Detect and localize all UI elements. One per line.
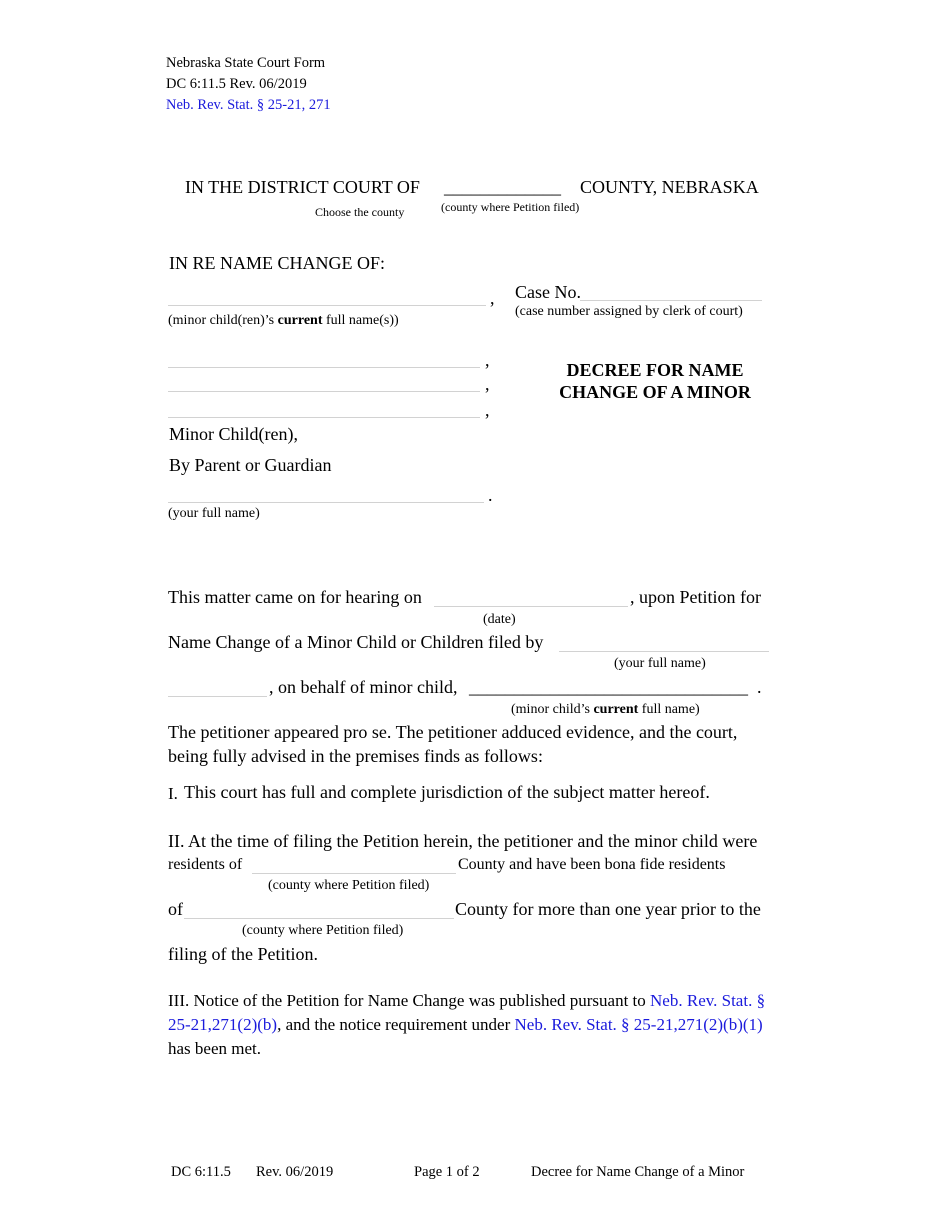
county-hint-3: (county where Petition filed) <box>242 923 404 938</box>
filing-text: filing of the Petition. <box>168 944 318 964</box>
current-name-hint: (minor child(ren)’s current full name(s)) <box>168 313 399 328</box>
comma: , <box>485 400 490 420</box>
hearing-text: This matter came on for hearing on <box>168 587 422 607</box>
comma: , <box>485 350 490 370</box>
county-hint: (county where Petition filed) <box>441 200 580 214</box>
period: . <box>488 485 493 505</box>
minor-child-name-field[interactable]: _______________________________ <box>469 677 748 697</box>
finding-1: This court has full and complete jurisdiction of the subject matter hereof. <box>184 782 710 802</box>
case-number-field[interactable] <box>580 285 762 301</box>
choose-county-label: Choose the county <box>315 205 405 219</box>
county-more-text: County for more than one year prior to the <box>455 899 761 919</box>
court-prefix: IN THE DISTRICT COURT OF <box>185 177 420 197</box>
finding-1-number: I. <box>168 784 178 803</box>
date-hint: (date) <box>483 612 516 627</box>
footer-page: Page 1 of 2 <box>414 1164 480 1180</box>
hearing-date-field[interactable] <box>434 591 628 607</box>
finding-2-line1: II. At the time of filing the Petition herein, the petitioner and the minor child were <box>168 831 758 851</box>
pro-se-line2: being fully advised in the premises finds as follows: <box>168 746 543 766</box>
prior-county-field[interactable] <box>184 903 454 919</box>
form-name: Nebraska State Court Form <box>166 55 326 71</box>
county-select[interactable]: _____________ <box>444 177 561 197</box>
your-name-hint: (your full name) <box>168 506 260 521</box>
form-number: DC 6:11.5 Rev. 06/2019 <box>166 76 307 92</box>
county-hint-2: (county where Petition filed) <box>268 878 430 893</box>
residents-of-text: residents of <box>168 856 243 873</box>
filed-by-text: Name Change of a Minor Child or Children filed by <box>168 632 544 652</box>
petitioner-name-field[interactable] <box>559 636 769 652</box>
comma: , <box>485 374 490 394</box>
petitioner-name-cont-field[interactable] <box>168 681 267 697</box>
current-name-field[interactable] <box>168 290 486 306</box>
county-bona-fide-text: County and have been bona fide residents <box>458 856 726 873</box>
pro-se-line1: The petitioner appeared pro se. The petitioner adduced evidence, and the court, <box>168 722 738 742</box>
your-name-hint-2: (your full name) <box>614 656 706 671</box>
period: . <box>757 677 762 697</box>
statute-link[interactable]: Neb. Rev. Stat. § 25-21, 271 <box>166 97 331 113</box>
document-title-line1: DECREE FOR NAME <box>566 360 744 380</box>
in-re-heading: IN RE NAME CHANGE OF: <box>169 253 385 273</box>
comma: , <box>490 288 495 308</box>
minor-name-hint: (minor child’s current full name) <box>511 702 700 717</box>
finding-3: III. Notice of the Petition for Name Change was published pursuant to Neb. Rev. Stat. § 25-21,271(2)(b), and the notice requirement under Neb. Rev. Stat. § 25-21,271(2)(b)(1) has been met. <box>168 991 766 1058</box>
footer-title: Decree for Name Change of a Minor <box>531 1164 745 1180</box>
case-no-label: Case No. <box>515 282 581 302</box>
case-no-hint: (case number assigned by clerk of court) <box>515 304 743 319</box>
residence-county-field[interactable] <box>252 858 456 874</box>
minor-children-label: Minor Child(ren), <box>169 424 298 444</box>
statute-link-2b1[interactable]: Neb. Rev. Stat. § 25-21,271(2)(b)(1) <box>514 1015 763 1034</box>
minor-name-field-4[interactable] <box>168 402 480 418</box>
hearing-text-post: , upon Petition for <box>630 587 761 607</box>
footer-revision: Rev. 06/2019 <box>256 1164 334 1180</box>
document-title-line2: CHANGE OF A MINOR <box>559 382 751 402</box>
minor-name-field-2[interactable] <box>168 352 480 368</box>
statute-link-2b[interactable]: Neb. Rev. Stat. § 25-21,271(2)(b) <box>168 991 766 1034</box>
parent-name-field[interactable] <box>168 487 484 503</box>
footer-form-number: DC 6:11.5 <box>171 1164 231 1180</box>
by-parent-label: By Parent or Guardian <box>169 455 332 475</box>
court-suffix: COUNTY, NEBRASKA <box>580 177 759 197</box>
minor-name-field-3[interactable] <box>168 376 480 392</box>
of-text: of <box>168 899 183 919</box>
behalf-text: , on behalf of minor child, <box>269 677 458 697</box>
